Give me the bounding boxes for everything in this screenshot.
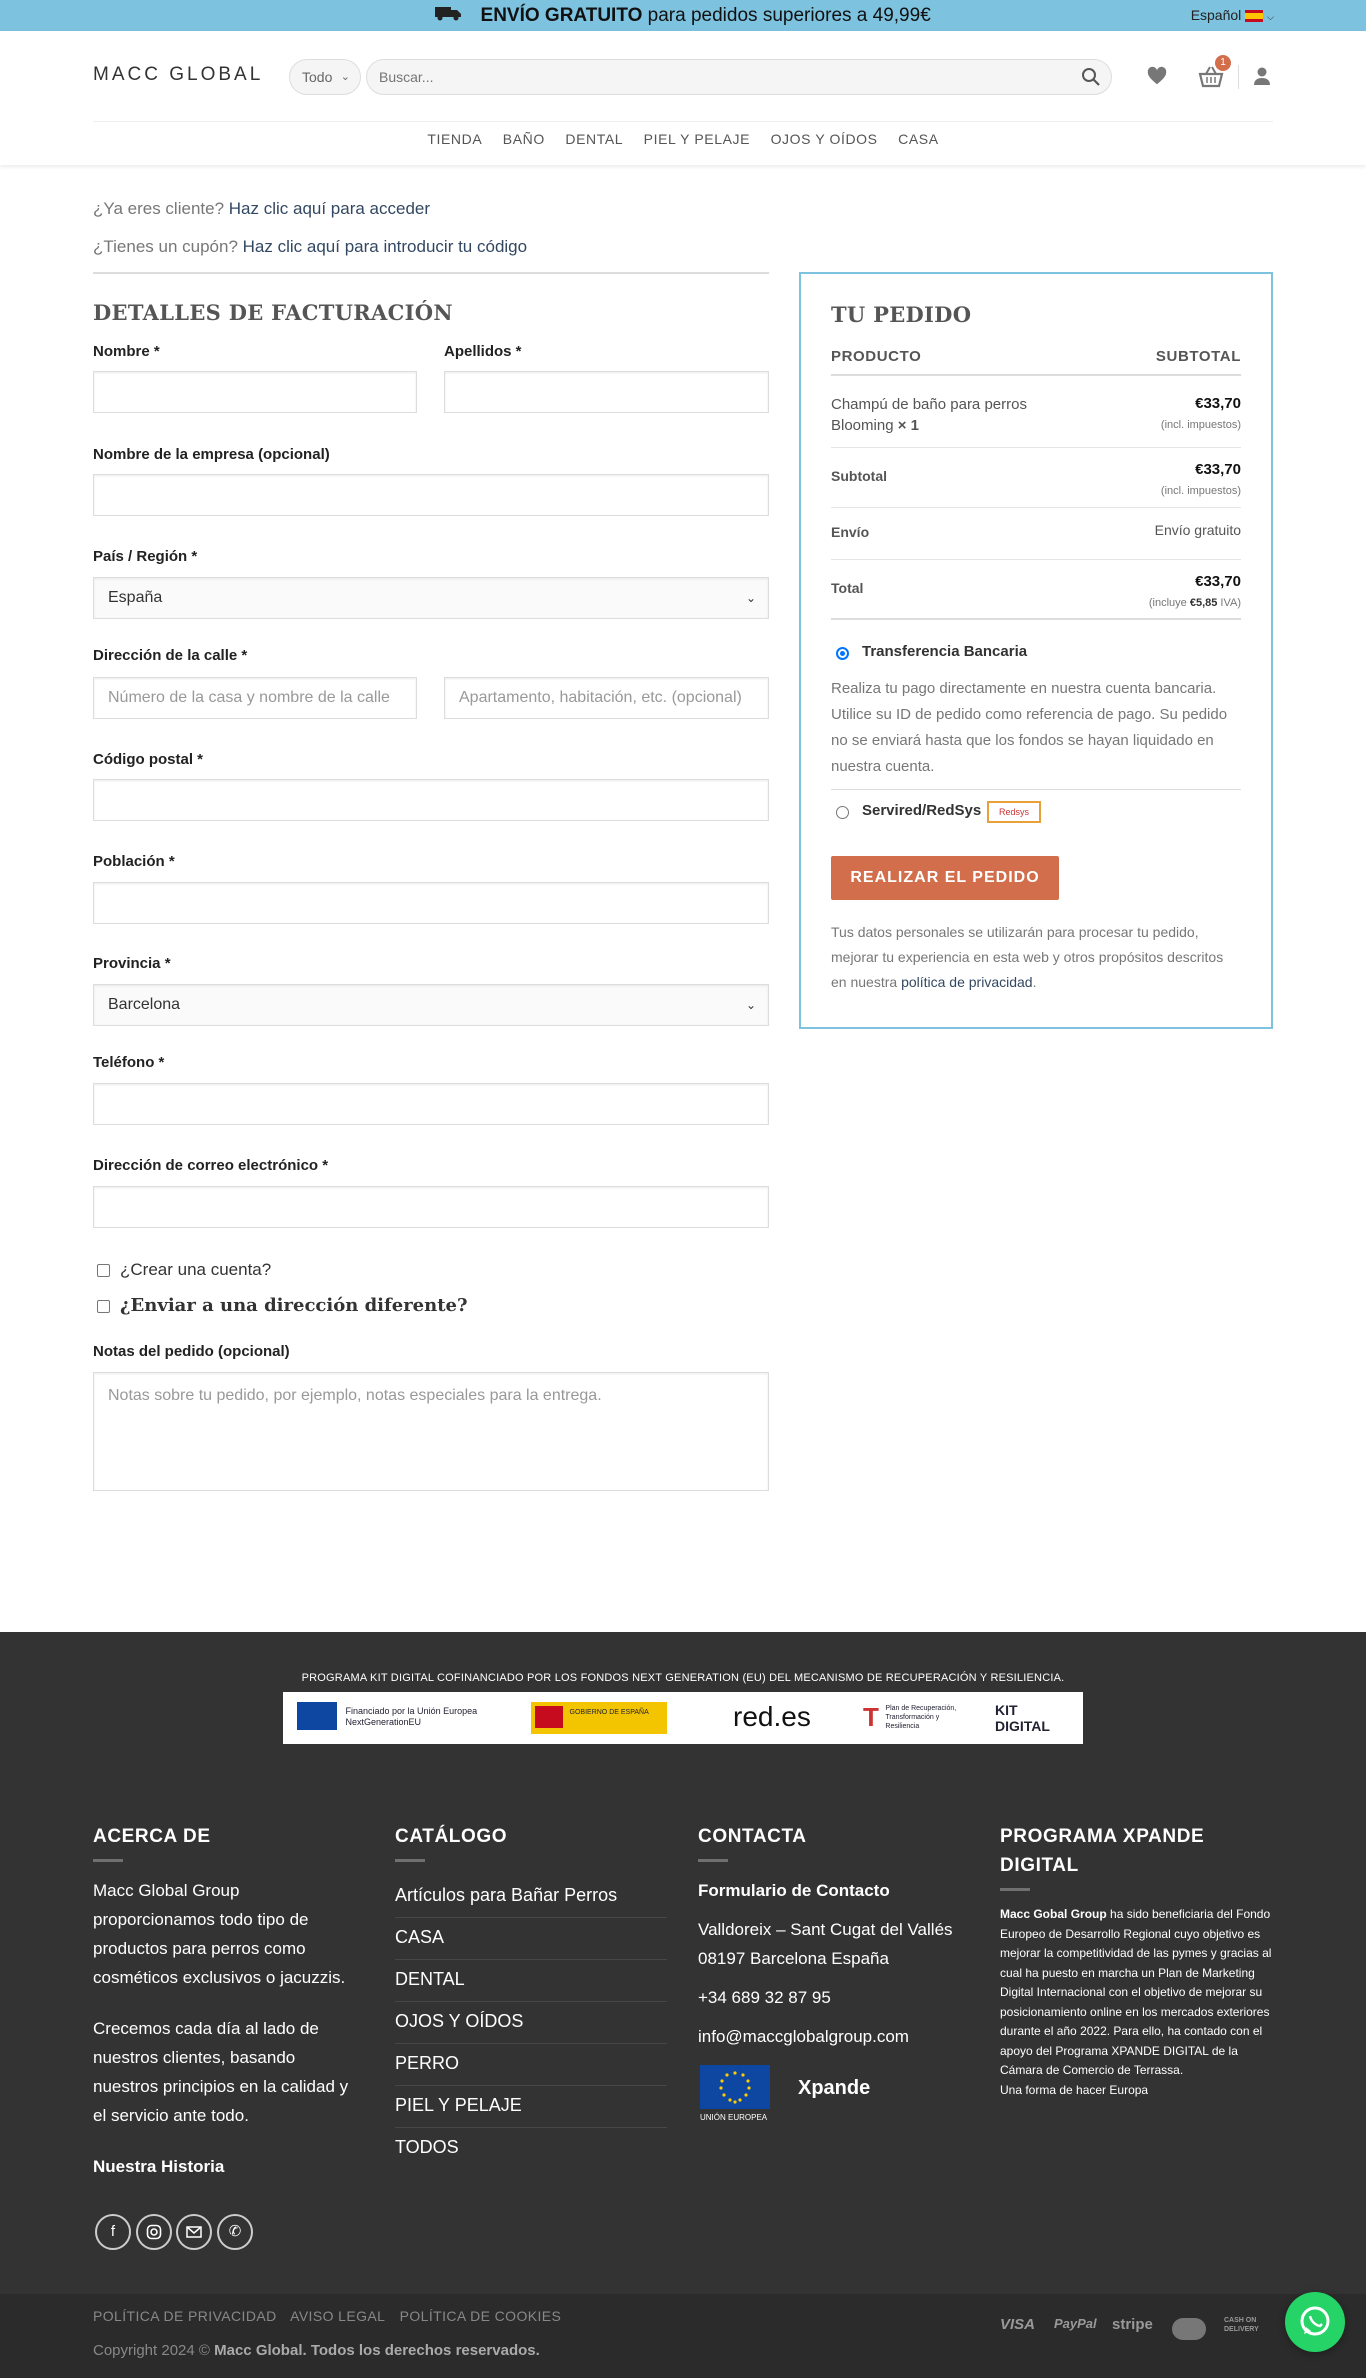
payment-transfer-radio[interactable] — [836, 647, 849, 660]
catalog-item[interactable]: TODOS — [395, 2137, 459, 2157]
street-label: Dirección de la calle * — [93, 647, 248, 664]
street-address-2-field[interactable]: Apartamento, habitación, etc. (opcional) — [444, 677, 769, 719]
mastercard-icon: MC — [1172, 2318, 1206, 2340]
about-title: ACERCA DE — [93, 1826, 211, 1847]
language-label: Español — [1190, 7, 1242, 23]
payment-divider — [831, 789, 1241, 790]
plan-recuperacion-logo — [863, 1702, 973, 1734]
eu-nextgen-logo — [297, 1702, 477, 1734]
item-price-block — [1161, 394, 1241, 435]
item-price: €33,70 — [1195, 395, 1241, 412]
visa-icon: VISA — [1000, 2316, 1036, 2333]
eu-flag-icon — [700, 2065, 770, 2109]
item-name-line2: Blooming — [831, 417, 894, 434]
chevron-down-icon: ⌄ — [340, 71, 350, 83]
nav-item-piel-pelaje[interactable]: PIEL Y PELAJE — [643, 131, 751, 147]
chevron-down-icon: ⌵ — [1267, 12, 1274, 22]
about-text-2: Crecemos cada día al lado de nuestros clientes, basando nuestros principios en la calidad y el servicio ante todo. — [93, 2019, 349, 2125]
privacy-end: . — [1032, 974, 1037, 990]
login-notice-text: ¿Ya eres cliente? — [93, 199, 225, 218]
promo-text — [0, 0, 1366, 31]
order-title: TU PEDIDO — [831, 302, 972, 327]
subtotal-value: €33,70 — [1195, 461, 1241, 478]
total-value: €33,70 — [1195, 573, 1241, 590]
payment-redsys-label[interactable]: Servired/RedSys — [862, 802, 982, 819]
plan-text: Plan de Recuperación, Transformación y Resiliencia — [885, 1705, 957, 1730]
footer-catalog — [395, 1822, 667, 2170]
xpande-text — [1000, 1905, 1273, 2100]
company-label: Nombre de la empresa (opcional) — [93, 446, 330, 463]
nav-item-casa[interactable]: CASA — [898, 131, 939, 147]
catalog-item[interactable]: OJOS Y OÍDOS — [395, 2002, 667, 2044]
place-order-button[interactable]: REALIZAR EL PEDIDO — [831, 856, 1059, 900]
catalog-item[interactable]: PIEL Y PELAJE — [395, 2086, 667, 2128]
postcode-label: Código postal * — [93, 751, 203, 768]
login-link[interactable]: Haz clic aquí para acceder — [228, 199, 431, 218]
order-review-box — [799, 272, 1273, 1029]
catalog-list — [395, 1876, 667, 2170]
kit-digital-logo: KIT DIGITAL — [995, 1702, 1050, 1734]
copyright-owner: Macc Global. Todos los derechos reservados. — [214, 2342, 540, 2359]
nav-item-ojos-oidos[interactable]: OJOS Y OÍDOS — [770, 131, 878, 147]
create-account-checkbox[interactable] — [97, 1264, 110, 1277]
site-footer — [0, 1632, 1366, 2294]
gobierno-logo — [531, 1702, 667, 1734]
phone-field[interactable] — [93, 1083, 769, 1125]
coat-of-arms-icon — [535, 1706, 563, 1728]
order-notes-field[interactable]: Notas sobre tu pedido, por ejemplo, notas especiales para la entrega. — [93, 1372, 769, 1491]
xpande-title: PROGRAMA XPANDE DIGITAL — [1000, 1826, 1205, 1876]
city-field[interactable] — [93, 882, 769, 924]
promo-highlight: ENVÍO GRATUITO — [480, 5, 643, 26]
heart-icon[interactable] — [1146, 65, 1170, 89]
contact-logos — [698, 2065, 968, 2125]
order-line-item — [831, 376, 1241, 448]
coupon-link[interactable]: Haz clic aquí para introducir tu código — [242, 237, 528, 256]
privacy-text: Tus datos personales se utilizarán para procesar tu pedido, mejorar tu experiencia en esta web y otros propósitos descritos en nuestra — [831, 924, 1224, 990]
subtotal-tax-note: (incl. impuestos) — [1160, 485, 1241, 497]
item-tax-note: (incl. impuestos) — [1160, 419, 1241, 431]
country-label: País / Región * — [93, 548, 198, 565]
country-select-value: España — [108, 589, 163, 606]
promo-suffix: para pedidos superiores a 49,99€ — [647, 5, 931, 26]
copyright-prefix: Copyright 2024 © — [93, 2342, 210, 2359]
subtotal-label: Subtotal — [831, 468, 887, 484]
notice-divider — [93, 272, 769, 274]
phone-label: Teléfono * — [93, 1054, 165, 1071]
site-logo[interactable]: MACC GLOBAL — [93, 64, 264, 85]
eu-caption: UNIÓN EUROPEA — [700, 2113, 768, 2122]
subtotal-row — [831, 448, 1241, 508]
cookies-policy-link[interactable]: POLÍTICA DE COOKIES — [399, 2308, 562, 2324]
total-value-block — [1149, 572, 1241, 613]
redsys-logo: Redsys — [987, 801, 1041, 823]
bottom-bar — [0, 2294, 1366, 2378]
payment-transfer-description: Realiza tu pago directamente en nuestra cuenta bancaria. Utilice su ID de pedido como referencia de pago. Su pedido no se enviará hasta que los fondos se hayan liquidado en nuestra cuenta. — [831, 680, 1228, 775]
search-icon[interactable] — [1081, 67, 1101, 87]
last-name-label: Apellidos * — [444, 343, 522, 360]
col-product: PRODUCTO — [831, 348, 922, 365]
nav-divider — [93, 121, 1273, 122]
catalog-title-bar — [395, 1859, 425, 1862]
footer-xpande — [1000, 1822, 1273, 2100]
category-select-value: Todo — [302, 69, 333, 85]
our-history-link[interactable]: Nuestra Historia — [93, 2157, 225, 2176]
nav-item-bano[interactable]: BAÑO — [502, 131, 545, 147]
create-account-label[interactable]: ¿Crear una cuenta? — [120, 1260, 272, 1279]
order-table-header — [831, 344, 1241, 376]
kit-digital-title: PROGRAMA KIT DIGITAL COFINANCIADO POR LOS FONDOS NEXT GENERATION (EU) DEL MECANISMO DE RECUPERACIÓN Y RESILIENCIA. — [301, 1672, 1065, 1684]
search-input[interactable] — [367, 60, 1047, 94]
chevron-down-icon: ⌄ — [745, 998, 756, 1012]
paypal-icon: PayPal — [1054, 2316, 1097, 2331]
total-tax-value: €5,85 — [1189, 597, 1218, 609]
contact-form-link[interactable]: Formulario de Contacto — [698, 1881, 890, 1900]
gobierno-logo-text: GOBIERNO DE ESPAÑA — [569, 1709, 649, 1716]
order-notes-label: Notas del pedido (opcional) — [93, 1343, 290, 1360]
red-es-logo: red.es — [733, 1701, 811, 1732]
about-text-1: Macc Global Group proporcionamos todo tipo de productos para perros como cosméticos exclusivos o jacuzzis. — [93, 1881, 346, 1987]
kit-digital-logos — [283, 1692, 1083, 1744]
first-name-field[interactable] — [93, 371, 417, 413]
catalog-title: CATÁLOGO — [395, 1826, 508, 1847]
first-name-label: Nombre * — [93, 343, 160, 360]
shipping-label: Envío — [831, 524, 870, 540]
xpande-title-bar — [1000, 1888, 1030, 1891]
company-field[interactable] — [93, 474, 769, 516]
catalog-item[interactable]: DENTAL — [395, 1960, 667, 2002]
xpande-body: ha sido beneficiaria del Fondo Europeo de Desarrollo Regional cuyo objetivo es mejorar la competitividad de las pymes y gracias al cual ha puesto en marcha un Plan de Marketing Digital Internacional con el objetivo de mejorar su posicionamiento online en los mercados exteriores durante el año 2022. Para ello, ha contado con el apoyo del Programa XPANDE DIGITAL de la Cámara de Comercio de Terrassa. — [1000, 1907, 1272, 2077]
billing-title: DETALLES DE FACTURACIÓN — [93, 300, 453, 325]
eu-logo-line1: Financiado por la Unión Europea — [345, 1706, 478, 1716]
legal-notice-link[interactable]: AVISO LEGAL — [290, 2308, 386, 2324]
item-name-line1: Champú de baño para perros — [831, 396, 1027, 413]
last-name-field[interactable] — [444, 371, 769, 413]
province-select[interactable] — [93, 984, 769, 1026]
xpande-bold: Macc Gobal Group — [1000, 1907, 1107, 1921]
postcode-field[interactable] — [93, 779, 769, 821]
privacy-policy-link[interactable]: POLÍTICA DE PRIVACIDAD — [93, 2308, 277, 2324]
stripe-icon: stripe — [1112, 2316, 1153, 2333]
coupon-notice — [93, 237, 527, 257]
privacy-link[interactable]: política de privacidad — [901, 974, 1033, 990]
footer-contact — [698, 1822, 968, 2125]
total-tax-prefix: (incluye — [1148, 597, 1187, 609]
col-subtotal: SUBTOTAL — [1155, 348, 1241, 365]
about-title-bar — [93, 1859, 123, 1862]
nav-item-dental[interactable]: DENTAL — [565, 131, 624, 147]
contact-title: CONTACTA — [698, 1826, 807, 1847]
footer-about — [93, 1822, 363, 2181]
shipping-row — [831, 508, 1241, 560]
item-name — [831, 394, 1027, 436]
cash-on-delivery-icon: CASH ON DELIVERY — [1224, 2317, 1259, 2333]
shipping-value: Envío gratuito — [1154, 522, 1241, 538]
site-header — [0, 31, 1366, 165]
subtotal-value-block — [1161, 460, 1241, 501]
user-icon[interactable] — [1252, 65, 1276, 89]
item-qty: × 1 — [897, 417, 919, 434]
email-field[interactable] — [93, 1186, 769, 1228]
header-divider — [1238, 65, 1239, 89]
payment-redsys-radio[interactable] — [836, 806, 849, 819]
catalog-item[interactable]: CASA — [395, 1918, 667, 1960]
privacy-notice — [831, 920, 1241, 995]
country-select[interactable] — [93, 577, 769, 619]
plan-mark-icon: T — [863, 1702, 879, 1732]
contact-address: Valldoreix – Sant Cugat del Vallés 08197 Barcelona España — [698, 1920, 953, 1968]
eu-flag-icon — [297, 1702, 337, 1730]
contact-phone[interactable]: +34 689 32 87 95 — [698, 1988, 831, 2007]
ship-different-label[interactable]: ¿Enviar a una dirección diferente? — [120, 1295, 468, 1316]
eu-logo-line2: NextGenerationEU — [345, 1717, 422, 1727]
language-switcher[interactable] — [1191, 0, 1274, 33]
chevron-down-icon: ⌄ — [745, 591, 756, 605]
legal-links — [93, 2308, 571, 2324]
category-select[interactable] — [289, 59, 361, 95]
total-label: Total — [831, 580, 864, 596]
truck-icon — [435, 0, 463, 31]
facebook-icon[interactable]: f — [95, 2214, 131, 2250]
catalog-item[interactable]: PERRO — [395, 2044, 667, 2086]
spain-flag-icon — [1245, 10, 1263, 22]
email-label: Dirección de correo electrónico * — [93, 1157, 329, 1174]
contact-email[interactable]: info@maccglobalgroup.com — [698, 2027, 909, 2046]
whatsapp-icon[interactable] — [1285, 2292, 1345, 2352]
phone-icon[interactable]: ✆ — [217, 2214, 253, 2250]
coupon-notice-text: ¿Tienes un cupón? — [93, 237, 238, 256]
search-bar — [366, 59, 1112, 95]
login-notice — [93, 199, 430, 219]
main-nav — [0, 131, 1366, 147]
nav-item-tienda[interactable]: TIENDA — [427, 131, 483, 147]
city-label: Población * — [93, 853, 175, 870]
province-select-value: Barcelona — [108, 996, 181, 1013]
payment-transfer-label[interactable]: Transferencia Bancaria — [862, 643, 1028, 660]
total-row — [831, 560, 1241, 620]
contact-title-bar — [698, 1859, 728, 1862]
xpande-logo: Xpande — [798, 2077, 871, 2099]
street-address-field[interactable]: Número de la casa y nombre de la calle — [93, 677, 417, 719]
promo-bar — [0, 0, 1366, 31]
total-tax-suffix: IVA) — [1220, 597, 1241, 609]
copyright — [93, 2342, 540, 2359]
instagram-icon[interactable] — [136, 2214, 172, 2250]
xpande-end: Una forma de hacer Europa — [1000, 2082, 1149, 2097]
envelope-icon[interactable] — [176, 2214, 212, 2250]
ship-different-checkbox[interactable] — [97, 1300, 110, 1313]
catalog-item[interactable]: Artículos para Bañar Perros — [395, 1876, 667, 1918]
cart-count-badge: 1 — [1215, 55, 1231, 71]
province-label: Provincia * — [93, 955, 171, 972]
